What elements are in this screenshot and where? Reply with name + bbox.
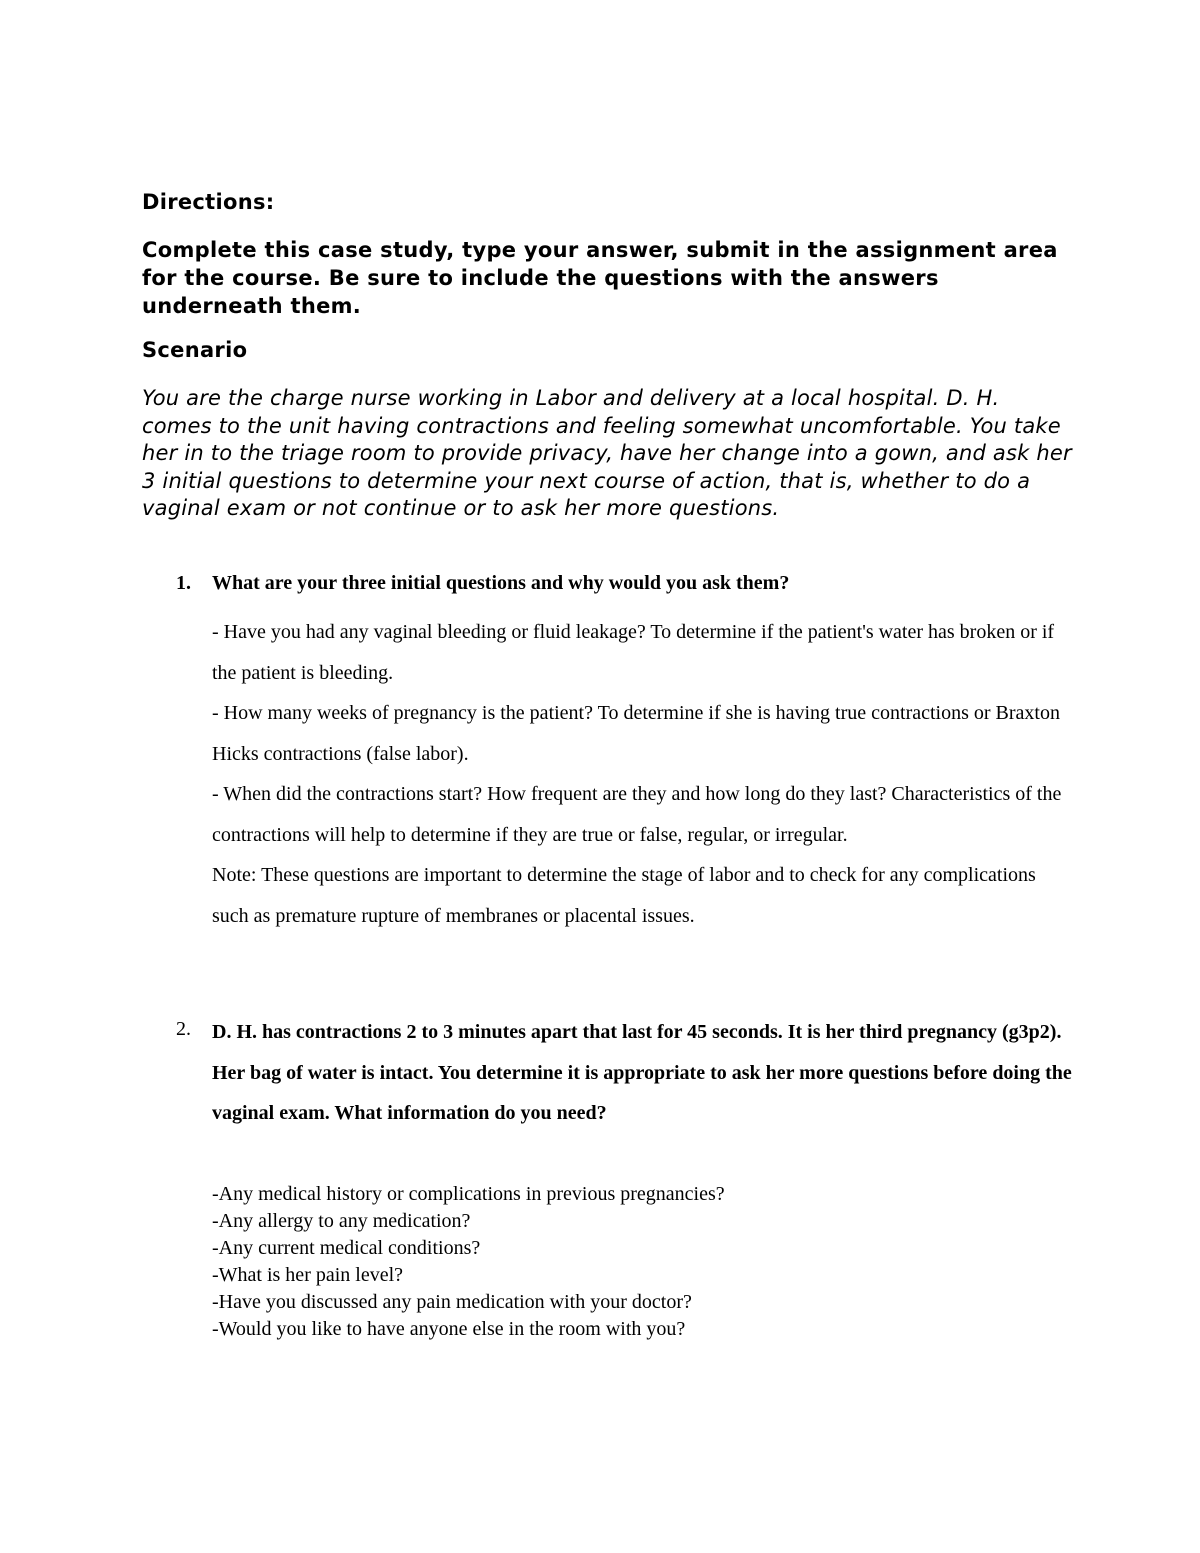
answer-item: -Would you like to have anyone else in the room with you? — [212, 1318, 686, 1340]
question-2-text: D. H. has contractions 2 to 3 minutes apart that last for 45 seconds. It is her third pregnancy (g3p2). Her bag of water is intact. You determine it is appropriate to ask her more questions before doing the vaginal exam. What information do you need? — [212, 1021, 1072, 1124]
answer-item: -Any medical history or complications in previous pregnancies? — [212, 1183, 725, 1205]
question-1-answer-list — [212, 612, 1072, 936]
answer-item: - When did the contractions start? How frequent are they and how long do they last? Characteristics of the contractions will help to determine if they are true or false, regular, or irregular. — [212, 783, 1062, 846]
question-1-number: 1. — [176, 572, 191, 594]
scenario-heading: Scenario — [142, 338, 248, 362]
question-1-text: What are your three initial questions and why would you ask them? — [212, 572, 790, 594]
question-2-number: 2. — [176, 1018, 191, 1040]
answer-note: Note: These questions are important to determine the stage of labor and to check for any complications such as premature rupture of membranes or placental issues. — [212, 864, 1036, 927]
answer-item: - How many weeks of pregnancy is the patient? To determine if she is having true contractions or Braxton Hicks contractions (false labor). — [212, 702, 1060, 765]
answer-item: -What is her pain level? — [212, 1264, 404, 1286]
answer-item: - Have you had any vaginal bleeding or fluid leakage? To determine if the patient's water has broken or if the patient is bleeding. — [212, 621, 1055, 684]
answer-item: -Any allergy to any medication? — [212, 1210, 471, 1232]
answer-item: -Have you discussed any pain medication with your doctor? — [212, 1291, 692, 1313]
scenario-text: You are the charge nurse working in Labor and delivery at a local hospital. D. H. comes to the unit having contractions and feeling somewhat uncomfortable. You take her in to the triage room to provide privacy, have her change into a gown, and ask her 3 initial questions to determine your next course of action, that is, whether to do a vaginal exam or not continue or to ask her more questions. — [142, 386, 1072, 520]
answer-item: -Any current medical conditions? — [212, 1237, 481, 1259]
directions-text: Complete this case study, type your answer, submit in the assignment area for the course. Be sure to include the questions with the answers underneath them. — [142, 238, 1058, 318]
directions-label: Directions: — [142, 190, 275, 214]
question-2-answer-list — [212, 1181, 1072, 1343]
